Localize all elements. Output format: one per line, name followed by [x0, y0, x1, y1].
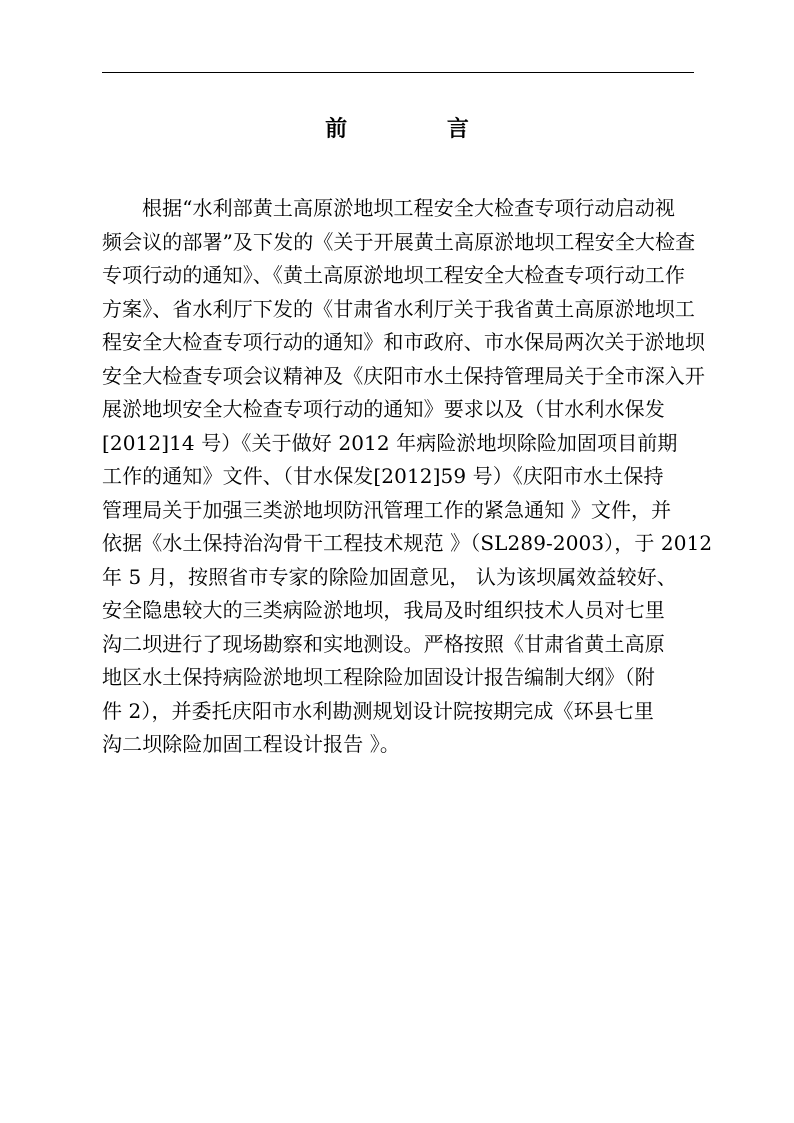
paragraph-line: 安全大检查专项会议精神及《庆阳市水土保持管理局关于全市深入开: [102, 363, 705, 388]
page-title: 前 言: [325, 116, 515, 142]
paragraph-line: 根据“水利部黄土高原淤地坝工程安全大检查专项行动启动视: [142, 196, 675, 220]
paragraph-line: 依据《水土保持治沟骨干工程技术规范 》（SL289-2003），于 2012: [102, 531, 713, 555]
header-rule: [102, 72, 694, 73]
paragraph-line: 年 5 月，按照省市专家的除险加固意见， 认为该坝属效益较好、: [102, 564, 677, 589]
paragraph-line: [2012]14 号）《关于做好 2012 年病险淤地坝除险加固项目前期: [102, 430, 678, 455]
preface-paragraph: [102, 192, 713, 762]
paragraph-line: 方案》、省水利厅下发的《甘肃省水利厅关于我省黄土高原淤地坝工: [102, 296, 695, 321]
paragraph-line: 专项行动的通知》、《黄土高原淤地坝工程安全大检查专项行动工作: [102, 263, 685, 287]
paragraph-line: 沟二坝除险加固工程设计报告 》。: [102, 732, 400, 756]
paragraph-line: 工作的通知》文件、（甘水保发[2012]59 号）《庆阳市水土保持: [102, 464, 664, 488]
paragraph-line: 程安全大检查专项行动的通知》和市政府、市水保局两次关于淤地坝: [102, 330, 705, 354]
paragraph-line: 安全隐患较大的三类病险淤地坝，我局及时组织技术人员对七里: [102, 598, 665, 622]
paragraph-line: 频会议的部署”及下发的《关于开展黄土高原淤地坝工程安全大检查: [102, 229, 696, 254]
paragraph-line: 管理局关于加强三类淤地坝防汛管理工作的紧急通知 》文件，并: [102, 497, 672, 522]
paragraph-line: 件 2），并委托庆阳市水利勘测规划设计院按期完成《环县七里: [102, 698, 654, 723]
paragraph-line: 地区水土保持病险淤地坝工程除险加固设计报告编制大纲》（附: [102, 665, 655, 689]
paragraph-line: 沟二坝进行了现场勘察和实地测设。严格按照《甘肃省黄土高原: [102, 631, 665, 656]
paragraph-line: 展淤地坝安全大检查专项行动的通知》要求以及（甘水利水保发: [102, 397, 665, 421]
